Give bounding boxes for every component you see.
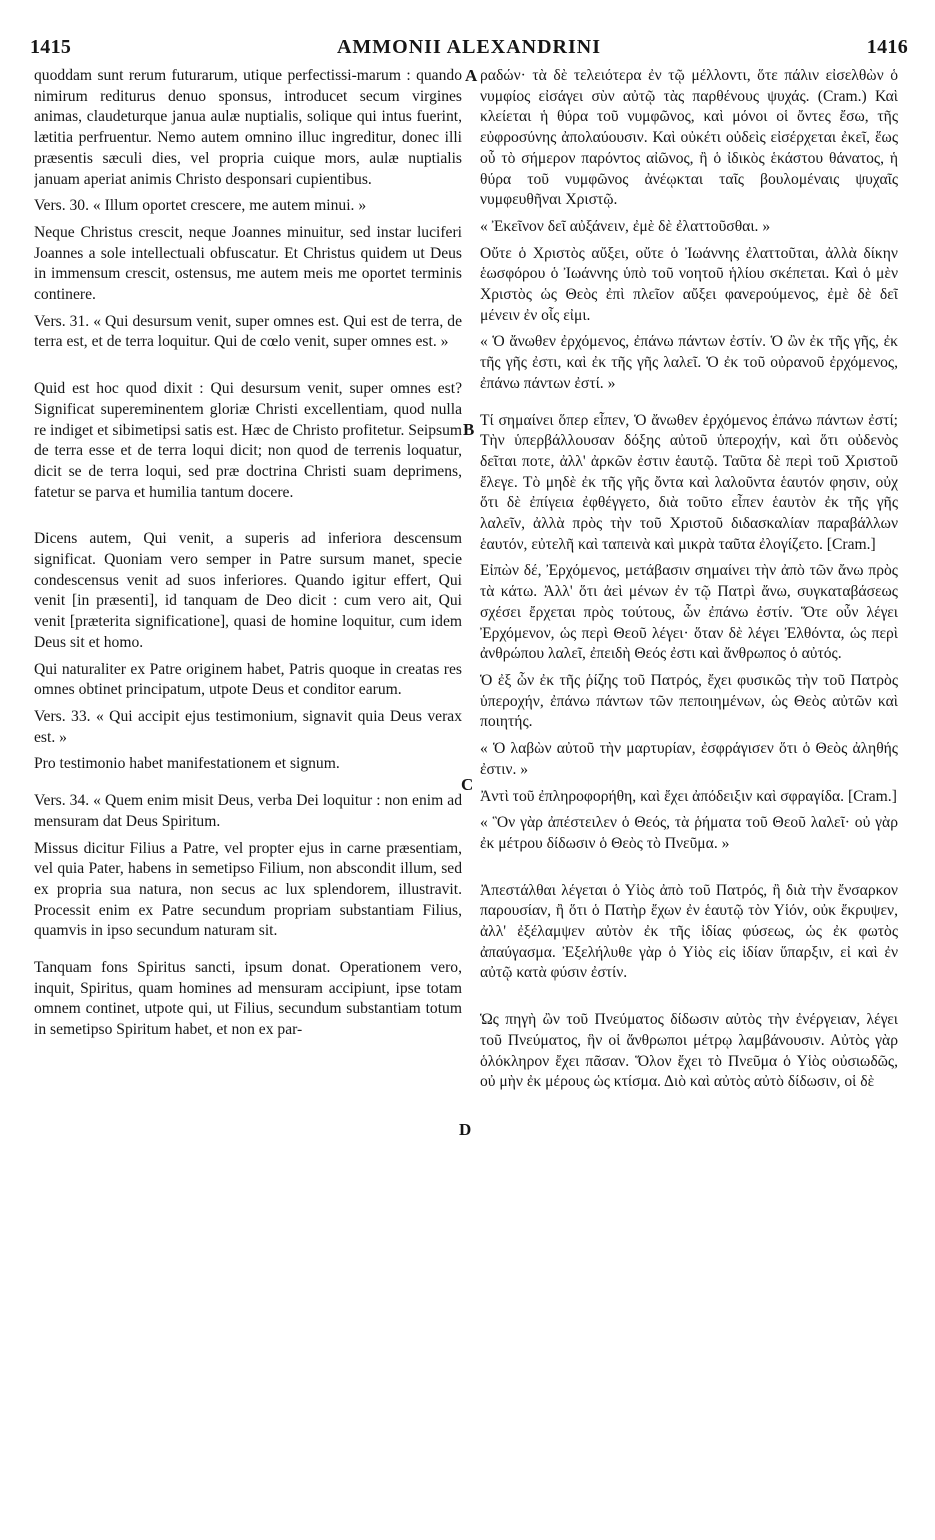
greek-verse-33: « Ὁ λαβὼν αὐτοῦ τὴν μαρτυρίαν, ἐσφράγισεν ὅτι ὁ Θεὸς ἀληθής ἐστιν. »	[480, 740, 898, 778]
running-title: AMMONII ALEXANDRINI	[336, 36, 601, 58]
greek-paragraph: Τί σημαίνει ὅπερ εἶπεν, Ὁ ἄνωθεν ἐρχόμενος ἐπάνω πάντων ἐστί; Τὴν ὑπερβάλλουσαν δόξης αὐτοῦ ὑπεροχήν, καὶ ὅτι οὐδενὸς δεῖται ποτε, ἀλλ' ἀρκῶν ἐστιν ἑαυτῷ. Ταῦτα δὲ περὶ τοῦ Χριστοῦ ἔλεγε. Τὸ μηδὲ ἐκ τῆς γῆς ὄντα καὶ λαλοῦντα ἑαυτόν φησιν, οὐχ ὅτι δὲ ἐπίγεια ἐφθέγγετο, διὰ τοῦτο εἶπεν ἑαυτὸν ἐκ τῆς γῆς λαλεῖν, ἀλλὰ πρὸς τὴν τοῦ Χριστοῦ διδασκαλίαν παραβάλλων ἑαυτόν, εὐτελῆ καὶ ταπεινὰ καὶ μικρὰ ταῦτα ἐλογίζετο. [Cram.]	[480, 411, 898, 553]
page-number-right: 1416	[866, 36, 908, 58]
margin-mark-d: D	[459, 1120, 472, 1139]
latin-verse-33: Vers. 33. « Qui accipit ejus testimonium, signavit quia Deus verax est. »	[34, 707, 462, 746]
page-number-left: 1415	[30, 36, 72, 58]
greek-column	[480, 66, 898, 1531]
latin-verse-30: Vers. 30. « Illum oportet crescere, me autem minui. »	[34, 197, 367, 215]
greek-verse-31: « Ὁ ἄνωθεν ἐρχόμενος, ἐπάνω πάντων ἐστίν. Ὁ ὢν ἐκ τῆς γῆς, ἐκ τῆς γῆς ἐστι, καὶ ἐκ τῆς γῆς λαλεῖ. Ὁ ἐκ τοῦ οὐρανοῦ ἐρχόμενος, ἐπάνω πάντων ἐστί. »	[480, 333, 898, 392]
latin-paragraph: Dicens autem, Qui venit, a superis ad inferiora descensum significat. Quoniam vero semper in Patre sursum manet, specie condescensus venit ad suos inferiores. Quando igitur effert, Qui venit [in præsenti], id tanquam de Deo dicit : cum vero ait, Qui venit [præterita significatione], quasi de homine loquitur, cum idem Deus sit et homo.	[34, 530, 462, 651]
greek-verse-30: « Ἐκεῖνον δεῖ αὐξάνειν, ἐμὲ δὲ ἐλαττοῦσθαι. »	[480, 217, 771, 235]
greek-paragraph: Ὡς πηγὴ ὢν τοῦ Πνεύματος δίδωσιν αὐτὸς τὴν ἐνέργειαν, λέγει τοῦ Πνεύματος, ἣν οἱ ἄνθρωποι μέτρῳ λαμβάνουσιν. Αὐτὸς γὰρ ὁλόκληρον ἔχει πᾶσαν. Ὅλον ἔχει τὸ Πνεῦμα ὁ Υἱὸς οὐσιωδῶς, οὐ μὴν ἐκ μέρους ὡς κτίσμα. Διὸ καὶ αὐτὸς αὐτὸ δίδωσιν, οἱ δὲ	[480, 1011, 898, 1091]
page-header	[30, 36, 908, 66]
latin-paragraph: Pro testimonio habet manifestationem et signum.	[34, 755, 340, 773]
latin-paragraph: Neque Christus crescit, neque Joannes minuitur, sed instar luciferi Joannes a sole intellectuali obfuscatur. Et Christus quidem ut Deus in immensum crescit, ostensus, me autem meis me oportet terminis continere.	[34, 223, 462, 304]
greek-paragraph: Ὁ ἐξ ὧν ἐκ τῆς ῥίζης τοῦ Πατρός, ἔχει φυσικῶς τὴν τοῦ Πατρὸς ὑπεροχήν, ἐπάνω πάντων τῶν πεποιημένων, ὡς Θεὸς αὐτῶν καὶ ποιητής.	[480, 671, 898, 731]
latin-column	[34, 66, 462, 1531]
margin-mark-c: C	[461, 775, 474, 794]
latin-paragraph: Qui naturaliter ex Patre originem habet, Patris quoque in creatas res omnes obtinet principatum, utpote Deus et conditor earum.	[34, 660, 462, 699]
greek-verse-34: « Ὃν γὰρ ἀπέστειλεν ὁ Θεός, τὰ ῥήματα τοῦ Θεοῦ λαλεῖ· οὐ γὰρ ἐκ μέτρου δίδωσιν ὁ Θεὸς τὸ Πνεῦμα. »	[480, 814, 898, 852]
greek-paragraph: Ἀντὶ τοῦ ἐπληροφορήθη, καὶ ἔχει ἀπόδειξιν καὶ σφραγίδα. [Cram.]	[480, 787, 897, 805]
latin-verse-31: Vers. 31. « Qui desursum venit, super omnes est. Qui est de terra, de terra est, et de terra loquitur. Qui de cœlo venit, super omnes est. »	[34, 312, 462, 351]
greek-paragraph: ραδών· τὰ δὲ τελειότερα ἐν τῷ μέλλοντι, ὅτε πάλιν εἰσελθὼν ὁ νυμφίος εἰσάγει σὺν αὐτῷ τὰς παρθένους ψυχάς. (Cram.) Καὶ κλείεται ἡ θύρα τοῦ νυμφῶνος, καὶ μόνοι οἱ ὄντες ἔσω, τῆς εὐφροσύνης ἀπολαύουσιν. Καὶ οὐκέτι οὐδεὶς εἰσέρχεται ἐκεῖ, ἕως οὗ τὸ σήμερον παρόντος αἰῶνος, ἢ ὁ ἰδικὸς ἑκάστου θάνατος, ἡ θύρα τοῦ νυμφῶνος ἀνέῳκται ταῖς βουλομέναις ψυχαῖς νυμφευθῆναι Χριστῷ.	[480, 67, 898, 209]
latin-paragraph: Tanquam fons Spiritus sancti, ipsum donat. Operationem vero, inquit, Spiritus, quam homines ad mensuram accipiunt, ipse totam omnem continet, utpote qui, ut Filius, secundum substantiam totum in semetipso Spiritum habet, et non ex par-	[34, 959, 462, 1039]
latin-paragraph: quoddam sunt rerum futurarum, utique perfectissi-marum : quando nimirum rediturus denuo sponsus, introducet secum virgines animas, claudeturque janua aulæ nuptialis, solique qui intus fuerint, lætitia perfruentur. Nemo autem omnino illuc ingreditur, donec illi præsentis sæculi dies, vel propria cuique mors, aulæ nuptialis januam aperiat animis Christo desponsari cupientibus.	[34, 67, 462, 188]
latin-paragraph: Missus dicitur Filius a Patre, vel propter ejus in carne præsentiam, vel quia Pater, habens in semetipso Filium, non abscondit illum, sed ex propria sua natura, non secus ac lux splendorem, illustravit. Processit enim ex Patre secundum propriam substantiam Filius, quamvis in ipso secundum naturam sit.	[34, 839, 462, 940]
greek-paragraph: Εἰπὼν δέ, Ἐρχόμενος, μετάβασιν σημαίνει τὴν ἀπὸ τῶν ἄνω πρὸς τὰ κάτω. Ἀλλ' ὅτι ἀεὶ μένων ἐν τῷ Πατρὶ ἄνω, συγκαταβάσεως σχέσει ἔρχεται πρὸς τούτους, ὧν ἐπάνω ἐστίν. Ὅτε οὖν λέγει Ἐρχόμενον, ὡς περὶ Θεοῦ λέγει· ὅταν δὲ λέγει Ἐλθόντα, ὡς περὶ ἀνθρώπου λαλεῖ, ἐπειδὴ Θεός ἐστι καὶ ἄνθρωπος ὁ αὐτός.	[480, 562, 898, 663]
latin-verse-34: Vers. 34. « Quem enim misit Deus, verba Dei loquitur : non enim ad mensuram dat Deus Spiritum.	[34, 792, 462, 830]
margin-mark-b: B	[463, 420, 475, 439]
margin-mark-a: A	[465, 66, 478, 85]
latin-paragraph: Quid est hoc quod dixit : Qui desursum venit, super omnes est? Significat supereminentem gloriæ Christi excellentiam, quod nulla re indiget et sibimetipsi satis est. Hæc de Christo profitetur. Seipsum de terra esse et de terra loqui dicit; non quod de terrenis loquatur, dicit se de terra loqui, sed præ doctrina Christi suam deprimens, fatetur se parva et humilia tantum docere.	[34, 380, 462, 501]
greek-paragraph: Ἀπεστάλθαι λέγεται ὁ Υἱὸς ἀπὸ τοῦ Πατρός, ἢ διὰ τὴν ἔνσαρκον παρουσίαν, ἢ ὅτι ὁ Πατὴρ ἔχων ἐν ἑαυτῷ τὸν Υἱόν, οὐκ ἔκρυψεν, ἀλλ' ἐξέλαμψεν αὐτὸν ἐκ τῆς ἰδίας φύσεως, ὡς ἐκ φωτὸς ἀπαύγασμα. Ἐξελήλυθε γὰρ ὁ Υἱὸς εἰς ἰδίαν ὕπαρξιν, εἰ καὶ ἐν αὐτῷ κατὰ φύσιν ἐστίν.	[480, 881, 898, 982]
greek-paragraph: Οὔτε ὁ Χριστὸς αὔξει, οὔτε ὁ Ἰωάννης ἐλαττοῦται, ἀλλὰ δίκην ἑωσφόρου ὁ Ἰωάννης ὑπὸ τοῦ νοητοῦ ἡλίου σκέπεται. Καὶ ὁ μὲν Χριστὸς ὡς Θεὸς ἐπὶ πλεῖον αὔξει φανερούμενος, ἐμὲ δὲ δεῖ μένειν ἐν οἷς εἰμι.	[480, 244, 898, 324]
